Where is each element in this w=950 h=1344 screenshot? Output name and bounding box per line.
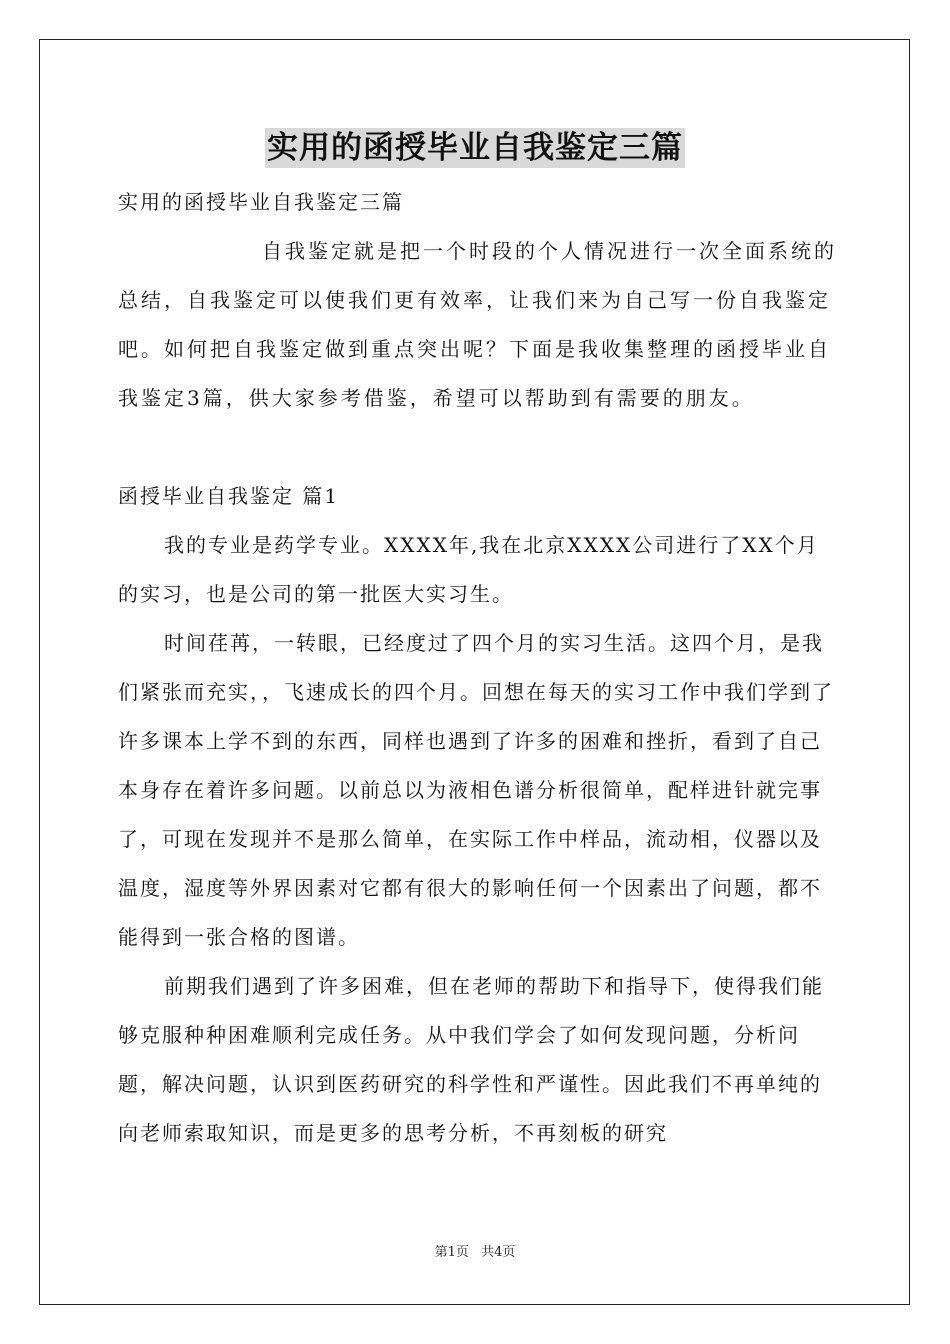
paragraph-spacer (118, 423, 838, 472)
body-paragraph-2: 时间荏苒，一转眼，已经度过了四个月的实习生活。这四个月，是我们紧张而充实，，飞速成长的四个月。回想在每天的实习工作中我们学到了许多课本上学不到的东西，同样也遇到了许多的困难和挫折，看到了自己本身存在着许多问题。以前总以为液相色谱分析很简单，配样进针就完事了，可现在发现并不是那么简单，在实际工作中样品，流动相，仪器以及温度，湿度等外界因素对它都有很大的影响任何一个因素出了问题，都不能得到一张合格的图谱。 (118, 631, 834, 949)
document-title: 实用的函授毕业自我鉴定三篇 (267, 130, 683, 166)
page-total: 共4页 (481, 1245, 516, 1260)
title-container (0, 128, 950, 168)
document-subtitle: 实用的函授毕业自我鉴定三篇 (118, 190, 404, 214)
document-body (118, 178, 838, 1158)
section-heading: 函授毕业自我鉴定 篇1 (118, 484, 340, 508)
page-footer (0, 1244, 950, 1262)
body-paragraph-3: 前期我们遇到了许多困难，但在老师的帮助下和指导下，使得我们能够克服种种困难顺利完成任务。从中我们学会了如何发现问题，分析问题，解决问题，认识到医药研究的科学性和严谨性。因此我们不再单纯的向老师索取知识，而是更多的思考分析，不再刻板的研究 (118, 974, 824, 1145)
page-number: 第1页 (434, 1245, 469, 1260)
intro-paragraph: 自我鉴定就是把一个时段的个人情况进行一次全面系统的总结，自我鉴定可以使我们更有效率，让我们来为自己写一份自我鉴定吧。如何把自我鉴定做到重点突出呢？下面是我收集整理的函授毕业自我鉴定3篇，供大家参考借鉴，希望可以帮助到有需要的朋友。 (118, 239, 837, 410)
body-paragraph-1: 我的专业是药学专业。XXXX年,我在北京XXXX公司进行了XX个月的实习，也是公司的第一批医大实习生。 (118, 533, 819, 606)
